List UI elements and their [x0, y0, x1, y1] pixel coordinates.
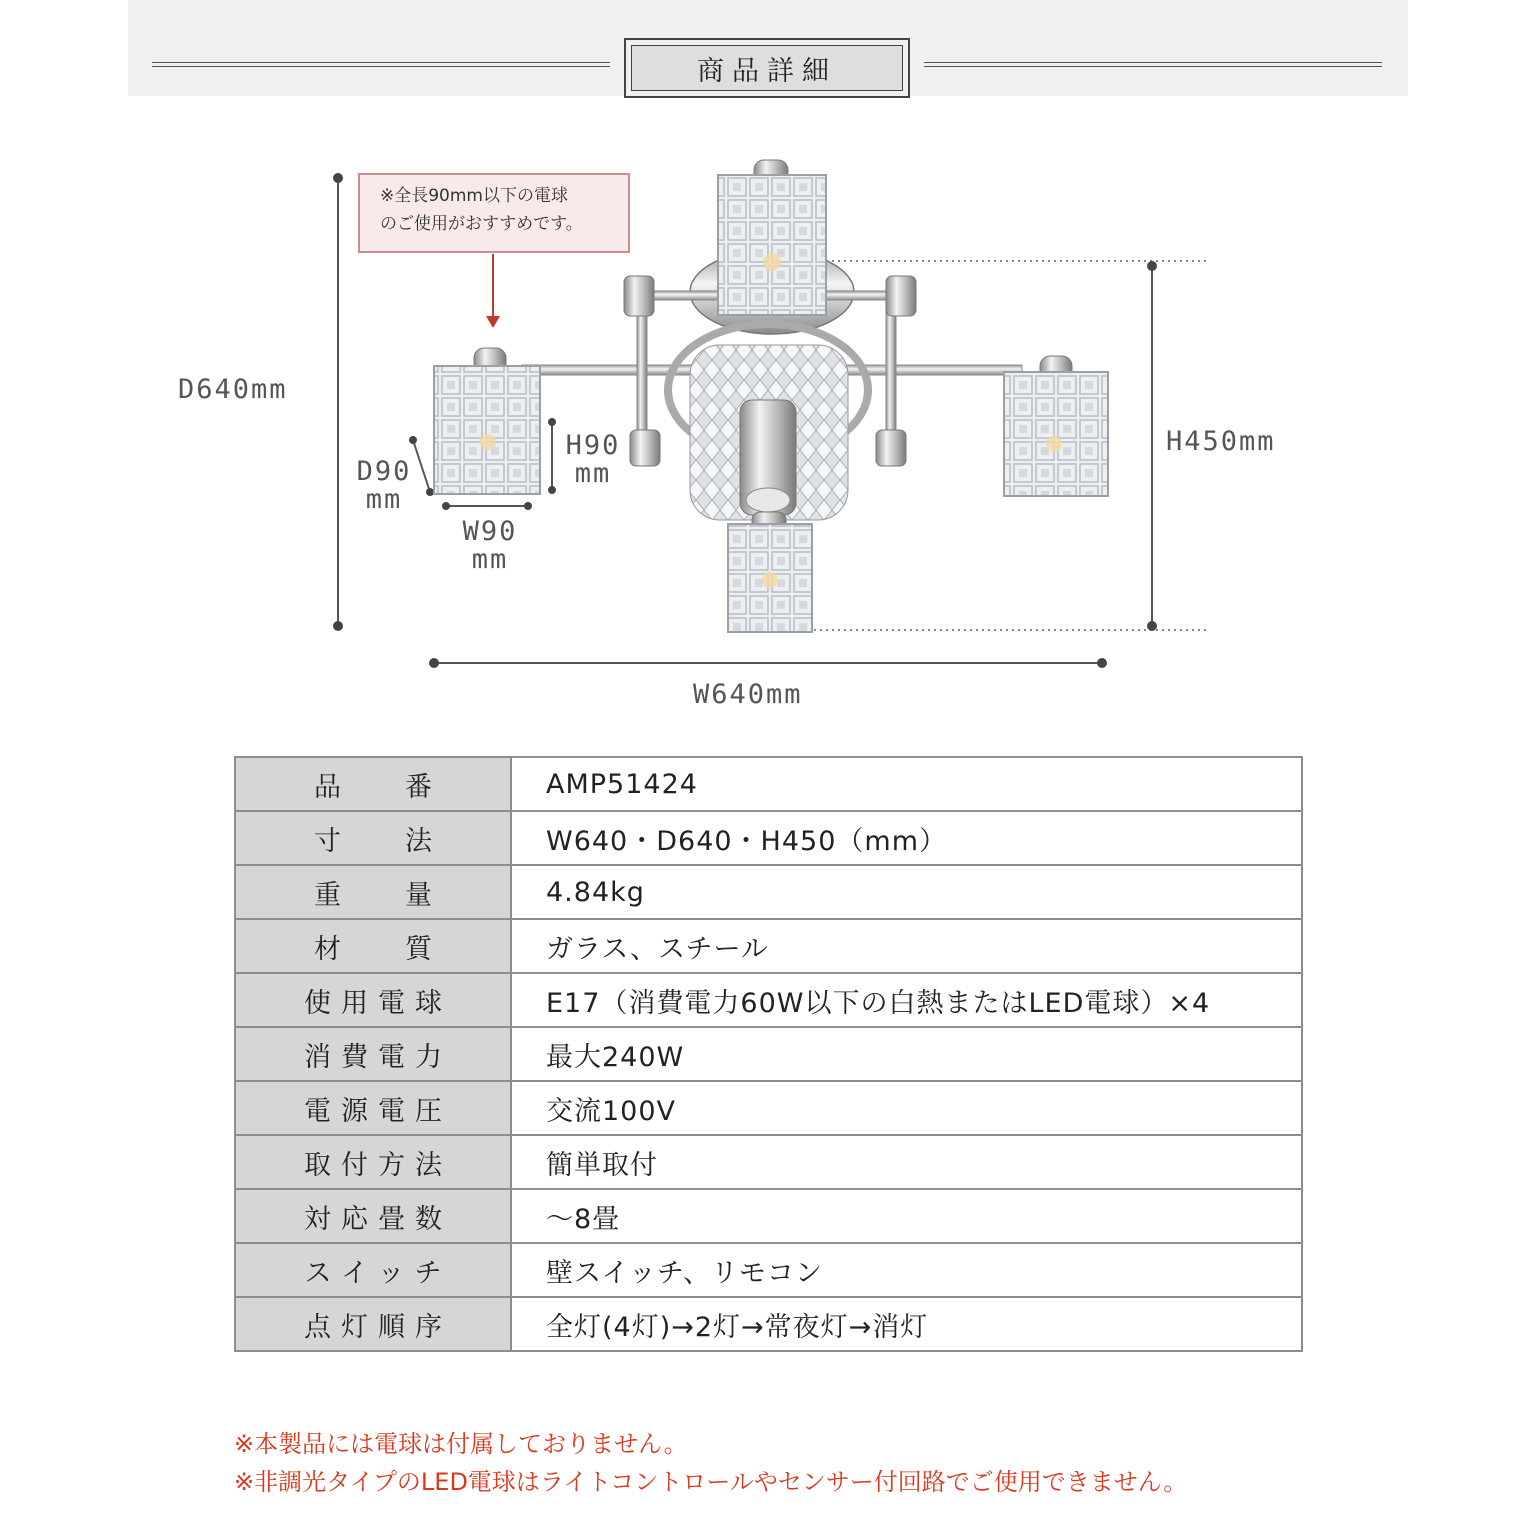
shade-height-dot-top: [548, 418, 556, 426]
shade-depth-dot-bottom: [426, 488, 434, 496]
footnote-no-bulbs: ※本製品には電球は付属しておりません。: [234, 1430, 688, 1458]
spec-value: W640・D640・H450（mm）: [511, 811, 1302, 865]
spec-value: ～8畳: [511, 1189, 1302, 1243]
dimension-diagram: [0, 0, 1536, 740]
shade-height-label: [562, 432, 624, 489]
spec-label: 取付方法: [235, 1135, 511, 1189]
spec-value: 壁スイッチ、リモコン: [511, 1243, 1302, 1297]
spec-value: 4.84kg: [511, 865, 1302, 919]
height-dimension-label: H450mm: [1166, 426, 1276, 457]
shade-depth-label-line2: mm: [365, 484, 403, 516]
spec-row: [235, 1135, 1302, 1189]
note-line-1: ※全長90mm以下の電球: [380, 186, 568, 206]
shade-depth-label: [354, 458, 414, 515]
shade-width-label: [456, 518, 524, 575]
lamp-illustration: [0, 0, 1536, 740]
bulb-glow-left: [480, 434, 496, 450]
bulb-glow-right: [1046, 436, 1062, 452]
shade-height-label-line2: mm: [574, 458, 612, 490]
spec-label: スイッチ: [235, 1243, 511, 1297]
frame-cup-top-right: [886, 276, 916, 316]
shade-depth-dot-top: [409, 436, 417, 444]
spec-table: [234, 756, 1303, 1352]
depth-dimension-label: D640mm: [178, 374, 288, 405]
spec-value: 交流100V: [511, 1081, 1302, 1135]
shade-width-label-line2: mm: [471, 544, 509, 576]
spec-value: AMP51424: [511, 757, 1302, 811]
spec-row: [235, 973, 1302, 1027]
shade-top: [718, 175, 826, 315]
spec-value: 最大240W: [511, 1027, 1302, 1081]
frame-post-left: [637, 300, 647, 448]
frame-cup-top-left: [624, 276, 654, 316]
shade-right: [1004, 372, 1108, 496]
spec-label: 寸法: [235, 811, 511, 865]
depth-dimension-dot-bottom: [333, 621, 343, 631]
spec-label: 重量: [235, 865, 511, 919]
width-dimension-dot-left: [429, 658, 439, 668]
note-arrowhead: [486, 316, 500, 328]
shade-depth-label-line1: D90: [356, 456, 412, 487]
spec-row: [235, 1027, 1302, 1081]
spec-label: 材質: [235, 919, 511, 973]
shade-height-label-line1: H90: [565, 430, 621, 461]
page-title: 商品詳細: [631, 45, 903, 91]
frame-post-right: [886, 300, 896, 448]
bulb-length-note: [358, 173, 630, 253]
spec-label: 点灯順序: [235, 1297, 511, 1351]
bulb-glow-bottom: [762, 572, 778, 588]
shade-width-dot-left: [442, 502, 450, 510]
spec-row: [235, 811, 1302, 865]
shade-width-label-line1: W90: [462, 516, 518, 547]
spec-row: [235, 919, 1302, 973]
spec-row: [235, 1297, 1302, 1351]
spec-value: E17（消費電力60W以下の白熱またはLED電球）×4: [511, 973, 1302, 1027]
spec-row: [235, 757, 1302, 811]
width-dimension-dot-right: [1097, 658, 1107, 668]
spec-value: ガラス、スチール: [511, 919, 1302, 973]
spec-label: 品番: [235, 757, 511, 811]
shade-depth-line: [413, 440, 430, 492]
center-cap: [746, 488, 790, 512]
spec-row: [235, 1243, 1302, 1297]
shade-height-dot-bottom: [548, 486, 556, 494]
width-dimension-label: W640mm: [693, 679, 803, 710]
note-line-2: のご使用がおすすめです。: [380, 214, 583, 234]
bulb-glow-top: [763, 253, 781, 271]
spec-value: 全灯(4灯)→2灯→常夜灯→消灯: [511, 1297, 1302, 1351]
spec-label: 対応畳数: [235, 1189, 511, 1243]
spec-label: 消費電力: [235, 1027, 511, 1081]
height-dimension-dot-top: [1147, 261, 1157, 271]
shade-width-dot-right: [524, 502, 532, 510]
spec-row: [235, 865, 1302, 919]
shade-left: [434, 366, 540, 494]
spec-value: 簡単取付: [511, 1135, 1302, 1189]
footnote-non-dimmable: ※非調光タイプのLED電球はライトコントロールやセンサー付回路でご使用できません。: [234, 1468, 1188, 1496]
spec-row: [235, 1081, 1302, 1135]
frame-cup-bottom-right: [876, 430, 906, 466]
spec-label: 電源電圧: [235, 1081, 511, 1135]
spec-row: [235, 1189, 1302, 1243]
frame-cup-bottom-left: [630, 430, 660, 466]
spec-table-body: [235, 757, 1302, 1351]
spec-label: 使用電球: [235, 973, 511, 1027]
height-dimension-dot-bottom: [1147, 621, 1157, 631]
depth-dimension-dot-top: [333, 173, 343, 183]
